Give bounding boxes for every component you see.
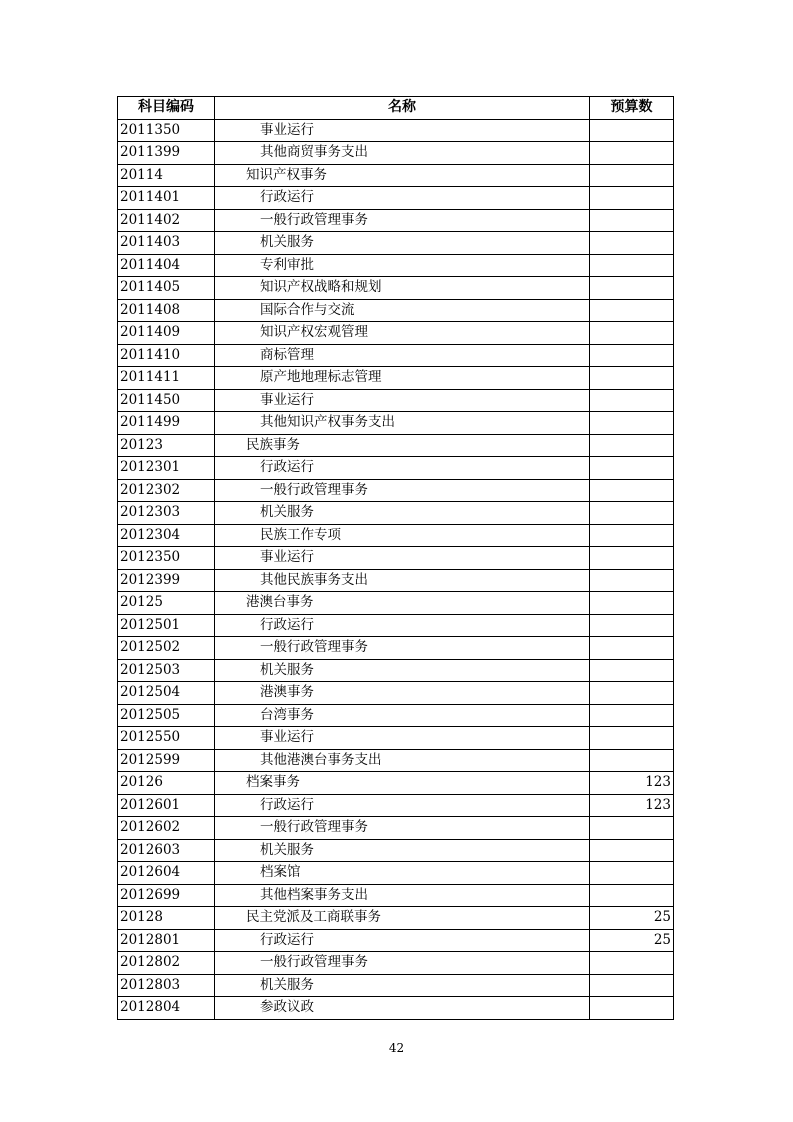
table-row [118, 232, 674, 255]
table-row [118, 209, 674, 232]
table-row [118, 547, 674, 570]
subject-code-cell: 2012502 [118, 637, 215, 660]
budget-amount-cell [590, 344, 674, 367]
subject-code-cell: 2011402 [118, 209, 215, 232]
subject-code-cell: 2012501 [118, 614, 215, 637]
item-name-cell: 行政运行 [215, 794, 590, 817]
budget-table [117, 96, 674, 1020]
budget-amount-cell [590, 952, 674, 975]
header-budget-amount: 预算数 [590, 97, 674, 120]
item-name-cell: 档案事务 [215, 772, 590, 795]
item-name-cell: 一般行政管理事务 [215, 637, 590, 660]
table-row [118, 119, 674, 142]
budget-amount-cell [590, 614, 674, 637]
budget-amount-cell [590, 434, 674, 457]
item-name-cell: 民族工作专项 [215, 524, 590, 547]
table-row [118, 637, 674, 660]
table-row [118, 614, 674, 637]
table-row [118, 142, 674, 165]
subject-code-cell: 2011409 [118, 322, 215, 345]
header-subject-code: 科目编码 [118, 97, 215, 120]
table-row [118, 929, 674, 952]
subject-code-cell: 2012803 [118, 974, 215, 997]
item-name-cell: 行政运行 [215, 614, 590, 637]
table-row [118, 772, 674, 795]
subject-code-cell: 2012804 [118, 997, 215, 1020]
table-row [118, 187, 674, 210]
table-row [118, 817, 674, 840]
table-row [118, 524, 674, 547]
budget-amount-cell [590, 254, 674, 277]
subject-code-cell: 2012603 [118, 839, 215, 862]
subject-code-cell: 2011411 [118, 367, 215, 390]
item-name-cell: 其他商贸事务支出 [215, 142, 590, 165]
item-name-cell: 知识产权事务 [215, 164, 590, 187]
table-row [118, 997, 674, 1020]
table-row [118, 794, 674, 817]
table-row [118, 749, 674, 772]
table-row [118, 479, 674, 502]
table-row [118, 592, 674, 615]
budget-amount-cell [590, 187, 674, 210]
table-row [118, 727, 674, 750]
budget-amount-cell [590, 299, 674, 322]
table-row [118, 884, 674, 907]
item-name-cell: 一般行政管理事务 [215, 952, 590, 975]
subject-code-cell: 2012350 [118, 547, 215, 570]
budget-amount-cell [590, 209, 674, 232]
subject-code-cell: 2011403 [118, 232, 215, 255]
table-row [118, 682, 674, 705]
subject-code-cell: 20114 [118, 164, 215, 187]
item-name-cell: 档案馆 [215, 862, 590, 885]
item-name-cell: 原产地地理标志管理 [215, 367, 590, 390]
subject-code-cell: 20125 [118, 592, 215, 615]
table-row [118, 277, 674, 300]
budget-amount-cell [590, 502, 674, 525]
budget-amount-cell [590, 974, 674, 997]
subject-code-cell: 2012303 [118, 502, 215, 525]
table-row [118, 164, 674, 187]
budget-amount-cell [590, 119, 674, 142]
budget-amount-cell: 123 [590, 772, 674, 795]
table-row [118, 839, 674, 862]
budget-amount-cell [590, 142, 674, 165]
budget-amount-cell [590, 232, 674, 255]
item-name-cell: 机关服务 [215, 839, 590, 862]
budget-amount-cell [590, 569, 674, 592]
subject-code-cell: 20126 [118, 772, 215, 795]
subject-code-cell: 2012801 [118, 929, 215, 952]
subject-code-cell: 2011410 [118, 344, 215, 367]
subject-code-cell: 2012399 [118, 569, 215, 592]
budget-amount-cell [590, 164, 674, 187]
table-row [118, 569, 674, 592]
budget-amount-cell [590, 839, 674, 862]
table-row [118, 704, 674, 727]
subject-code-cell: 2012599 [118, 749, 215, 772]
budget-amount-cell [590, 997, 674, 1020]
item-name-cell: 港澳台事务 [215, 592, 590, 615]
item-name-cell: 行政运行 [215, 457, 590, 480]
table-row [118, 862, 674, 885]
table-body [118, 119, 674, 1019]
item-name-cell: 知识产权战略和规划 [215, 277, 590, 300]
item-name-cell: 其他民族事务支出 [215, 569, 590, 592]
budget-amount-cell [590, 479, 674, 502]
item-name-cell: 台湾事务 [215, 704, 590, 727]
budget-amount-cell [590, 457, 674, 480]
budget-amount-cell [590, 704, 674, 727]
item-name-cell: 机关服务 [215, 659, 590, 682]
item-name-cell: 专利审批 [215, 254, 590, 277]
item-name-cell: 其他档案事务支出 [215, 884, 590, 907]
item-name-cell: 其他知识产权事务支出 [215, 412, 590, 435]
subject-code-cell: 2012504 [118, 682, 215, 705]
subject-code-cell: 2011350 [118, 119, 215, 142]
subject-code-cell: 2012503 [118, 659, 215, 682]
table-row [118, 457, 674, 480]
header-name: 名称 [215, 97, 590, 120]
item-name-cell: 知识产权宏观管理 [215, 322, 590, 345]
budget-amount-cell [590, 749, 674, 772]
item-name-cell: 民主党派及工商联事务 [215, 907, 590, 930]
subject-code-cell: 2012304 [118, 524, 215, 547]
item-name-cell: 参政议政 [215, 997, 590, 1020]
table-row [118, 952, 674, 975]
budget-amount-cell [590, 389, 674, 412]
item-name-cell: 机关服务 [215, 232, 590, 255]
item-name-cell: 事业运行 [215, 547, 590, 570]
subject-code-cell: 2012505 [118, 704, 215, 727]
budget-amount-cell [590, 547, 674, 570]
budget-amount-cell [590, 727, 674, 750]
subject-code-cell: 2012602 [118, 817, 215, 840]
table-row [118, 659, 674, 682]
budget-amount-cell [590, 277, 674, 300]
subject-code-cell: 2012604 [118, 862, 215, 885]
subject-code-cell: 2012802 [118, 952, 215, 975]
table-row [118, 322, 674, 345]
table-row [118, 907, 674, 930]
table-row [118, 974, 674, 997]
budget-amount-cell: 25 [590, 929, 674, 952]
table-row [118, 412, 674, 435]
subject-code-cell: 2011408 [118, 299, 215, 322]
subject-code-cell: 2012301 [118, 457, 215, 480]
item-name-cell: 国际合作与交流 [215, 299, 590, 322]
subject-code-cell: 2011405 [118, 277, 215, 300]
budget-amount-cell [590, 637, 674, 660]
item-name-cell: 机关服务 [215, 502, 590, 525]
table-row [118, 367, 674, 390]
subject-code-cell: 2011404 [118, 254, 215, 277]
item-name-cell: 机关服务 [215, 974, 590, 997]
item-name-cell: 行政运行 [215, 187, 590, 210]
item-name-cell: 港澳事务 [215, 682, 590, 705]
budget-amount-cell [590, 412, 674, 435]
item-name-cell: 行政运行 [215, 929, 590, 952]
budget-amount-cell [590, 592, 674, 615]
table-row [118, 254, 674, 277]
budget-amount-cell [590, 322, 674, 345]
budget-amount-cell [590, 682, 674, 705]
item-name-cell: 事业运行 [215, 389, 590, 412]
budget-amount-cell: 25 [590, 907, 674, 930]
item-name-cell: 事业运行 [215, 119, 590, 142]
item-name-cell: 事业运行 [215, 727, 590, 750]
table-row [118, 502, 674, 525]
subject-code-cell: 2011499 [118, 412, 215, 435]
budget-amount-cell [590, 817, 674, 840]
budget-amount-cell: 123 [590, 794, 674, 817]
subject-code-cell: 2011399 [118, 142, 215, 165]
budget-amount-cell [590, 884, 674, 907]
table-row [118, 299, 674, 322]
item-name-cell: 一般行政管理事务 [215, 817, 590, 840]
table-row [118, 434, 674, 457]
budget-amount-cell [590, 524, 674, 547]
subject-code-cell: 2011401 [118, 187, 215, 210]
table-row [118, 389, 674, 412]
budget-amount-cell [590, 862, 674, 885]
item-name-cell: 商标管理 [215, 344, 590, 367]
subject-code-cell: 2012601 [118, 794, 215, 817]
table-row [118, 344, 674, 367]
table-header-row [118, 97, 674, 120]
budget-amount-cell [590, 659, 674, 682]
subject-code-cell: 2011450 [118, 389, 215, 412]
item-name-cell: 一般行政管理事务 [215, 209, 590, 232]
subject-code-cell: 2012699 [118, 884, 215, 907]
page-number: 42 [388, 1041, 405, 1055]
item-name-cell: 民族事务 [215, 434, 590, 457]
subject-code-cell: 20128 [118, 907, 215, 930]
subject-code-cell: 2012550 [118, 727, 215, 750]
subject-code-cell: 20123 [118, 434, 215, 457]
item-name-cell: 其他港澳台事务支出 [215, 749, 590, 772]
item-name-cell: 一般行政管理事务 [215, 479, 590, 502]
budget-amount-cell [590, 367, 674, 390]
subject-code-cell: 2012302 [118, 479, 215, 502]
